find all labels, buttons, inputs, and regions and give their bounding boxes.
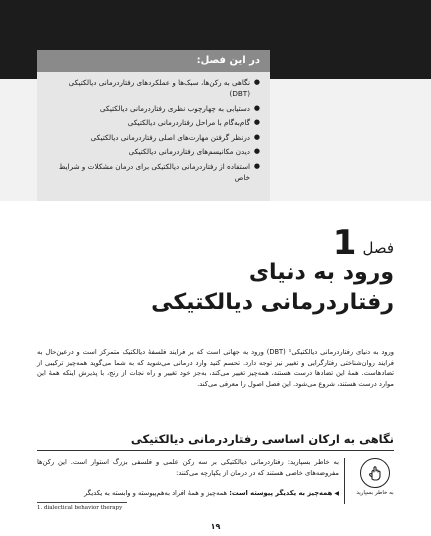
- in-this-chapter-list: [37, 72, 270, 183]
- chapter-title-line-1: ورود به دنیای: [248, 260, 394, 285]
- bullet-icon: ●: [253, 118, 260, 127]
- list-item: ● دستیابی به چهارچوب نظری رفتاردرمانی دیالکتیکی: [99, 103, 260, 113]
- bullet-icon: ●: [253, 103, 260, 112]
- list-item: ● نگاهی به رکن‌ها، سبک‌ها و عملکردهای رفتاردرمانی دیالکتیکی (DBT): [68, 78, 260, 98]
- list-item: ● دیدن مکانیسم‌های رفتاردرمانی دیالکتیکی: [128, 147, 260, 157]
- list-item: ● استفاده از رفتاردرمانی دیالکتیکی برای درمان مشکلات و شرایط خاص: [58, 161, 260, 182]
- section-heading: نگاهی به ارکان اساسی رفتاردرمانی دیالکتیکی: [37, 430, 394, 451]
- section-bullet-text: همه‌چیز و همهٔ افراد به‌هم‌پیوسته و وابسته به یکدیگر: [83, 489, 228, 497]
- in-this-chapter-box: [37, 50, 270, 201]
- chapter-label: [332, 223, 394, 263]
- list-item: ● گام‌به‌گام با مراحل رفتاردرمانی دیالکتیکی: [127, 118, 260, 128]
- in-this-chapter-heading: در این فصل:: [37, 50, 270, 72]
- bullet-icon: ●: [253, 147, 260, 156]
- section-bullet-bold: همه‌چیز به یکدیگر پیوسته است:: [229, 489, 333, 497]
- footnote-divider: [37, 502, 127, 503]
- bullet-icon: ●: [253, 161, 260, 170]
- arrow-bullet-icon: ◀: [334, 490, 339, 497]
- chapter-title: [94, 258, 394, 318]
- footnote: 1. dialectical behavior therapy: [37, 505, 123, 511]
- remember-hand-icon: [360, 458, 390, 488]
- section-bullet: [33, 488, 339, 499]
- chapter-word: فصل: [362, 239, 394, 257]
- bullet-icon: ●: [253, 132, 260, 141]
- aside-divider: [344, 458, 345, 504]
- hand-glyph-icon: [366, 464, 384, 482]
- chapter-title-line-2: رفتاردرمانی دیالکتیکی: [151, 290, 394, 315]
- intro-paragraph: ورود به دنیای رفتاردرمانی دیالکتیکی¹ (DBT) ورود به جهانی است که بر فرایند فلسفهٔ دیالکتیک متمرکز است و درعین‌حال به فرایند روان‌شناختی رفتارگرایی و تغییر نیز توجه دارد. تحسم کنید وارد درمانی می‌شوید که به شما می‌گوید همه‌چیز ترکیبی از تضادهاست. همهٔ این تضادها درست هستند، همه‌چیز تغییر می‌کند، به‌جز خود تغییر و راه نجات از رنج، با پذیرش اینکه همهٔ این موارد درست هستند، شروع می‌شود. این فصل اصول را معرفی می‌کند.: [37, 348, 394, 388]
- chapter-number: 1: [332, 223, 357, 263]
- remember-caption: به خاطر بسپارید: [356, 490, 394, 496]
- page-number: ۱۹: [210, 522, 221, 531]
- section-paragraph: به خاطر بسپارید: رفتاردرمانی دیالکتیکی بر سه رکن علمی و فلسفی بزرگ استوار است. این رکن‌ها مفروضه‌های خاصی هستند که در درمان از یکپارچه می‌کنند:: [37, 458, 339, 477]
- bullet-icon: ●: [253, 78, 260, 86]
- list-item: ● درنظر گرفتن مهارت‌های اصلی رفتاردرمانی دیالکتیکی: [90, 132, 260, 142]
